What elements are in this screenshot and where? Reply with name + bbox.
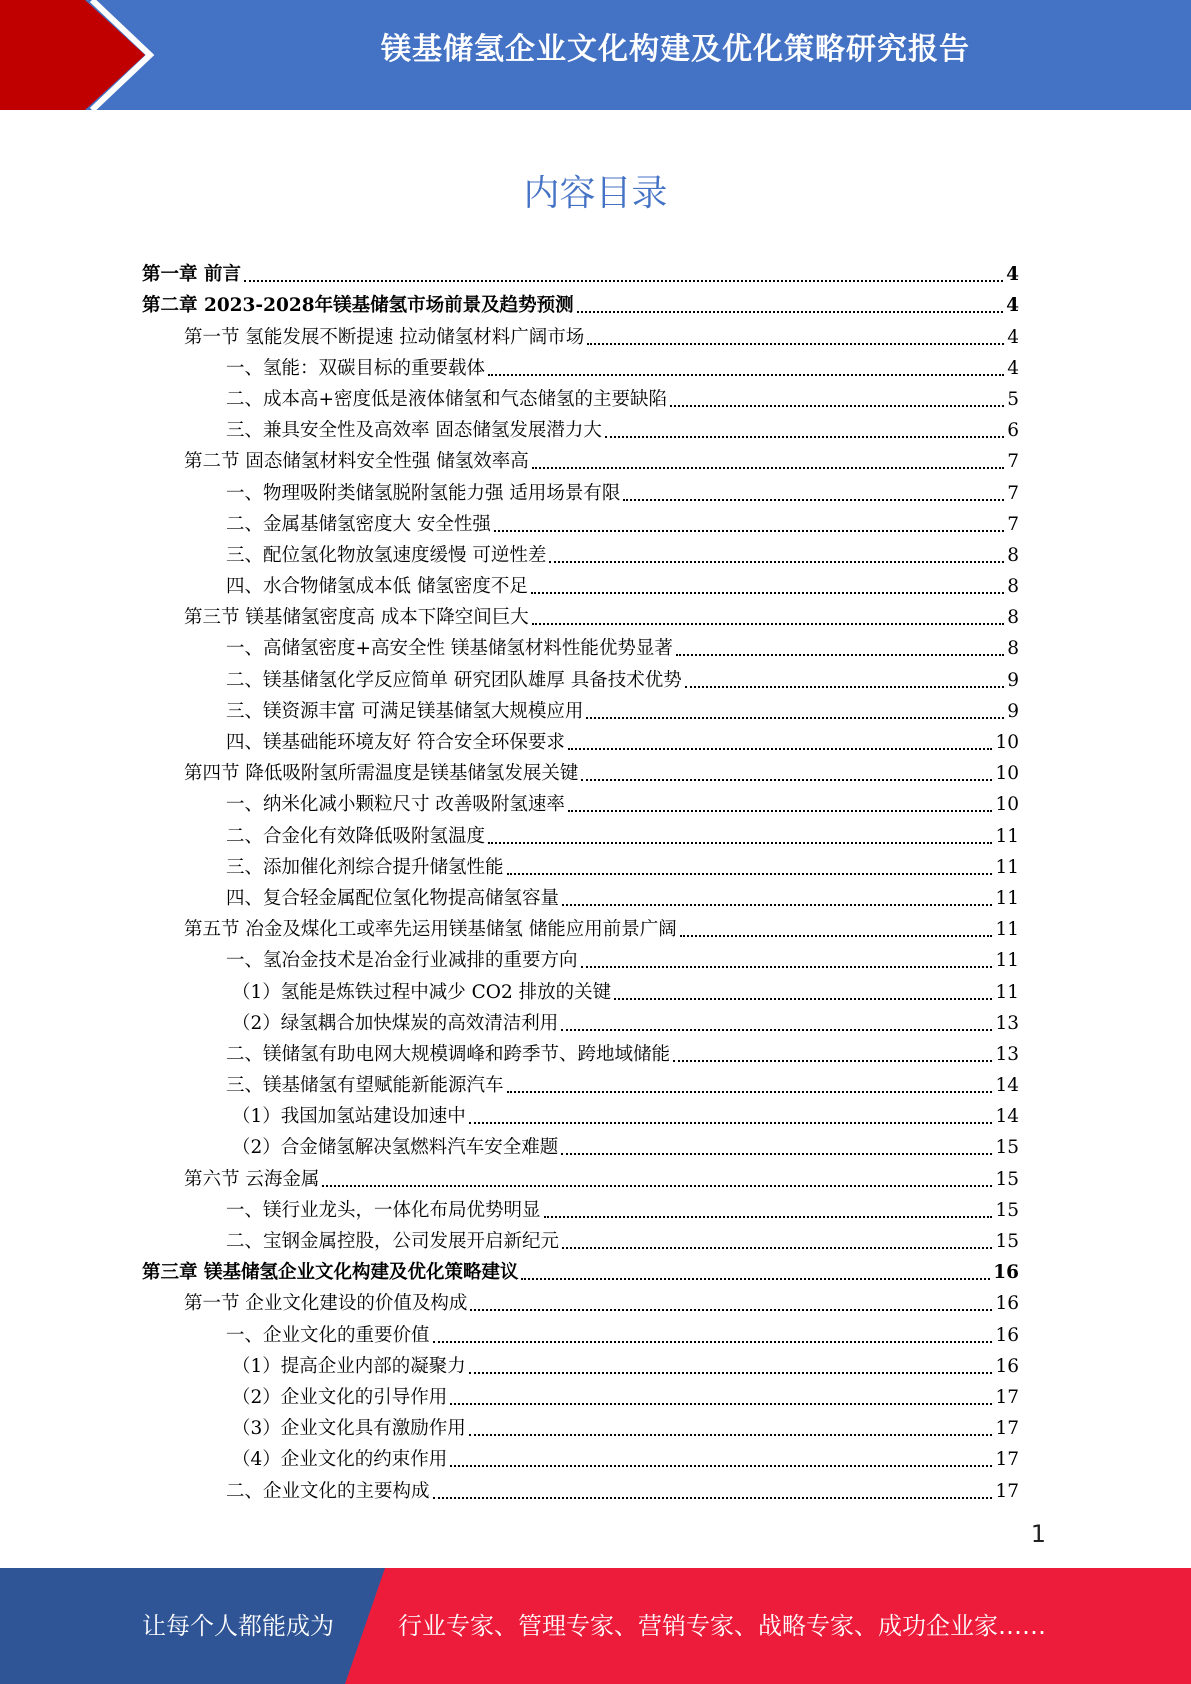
dot-leader [561,1153,992,1155]
toc-entry[interactable] [142,443,1019,474]
toc-entry[interactable] [142,817,1019,848]
toc-entry[interactable] [142,537,1019,568]
toc-entry[interactable] [142,1129,1019,1160]
toc-entry-page: 15 [995,1137,1019,1159]
dot-leader [605,436,1004,438]
toc-entry-title: （2）绿氢耦合加快煤炭的高效清洁利用 [232,1012,559,1034]
toc-entry-page: 17 [995,1480,1019,1502]
dot-leader [507,1091,993,1093]
toc-entry[interactable] [142,506,1019,537]
toc-entry[interactable] [142,350,1019,381]
toc-entry-page: 4 [1007,326,1019,348]
toc-entry-title: 二、企业文化的主要构成 [226,1480,430,1502]
toc-entry-page: 6 [1007,420,1019,442]
toc-entry[interactable] [142,942,1019,973]
toc-entry-page: 8 [1007,544,1019,566]
toc-entry-title: （1）我国加氢站建设加速中 [232,1106,466,1128]
toc-entry[interactable] [142,287,1019,318]
toc-entry-title: 二、镁基储氢化学反应简单 研究团队雄厚 具备技术优势 [226,669,682,691]
toc-heading: 内容目录 [523,173,668,214]
toc-entry-page: 16 [995,1293,1019,1315]
dot-leader [680,935,993,937]
dot-leader [581,779,992,781]
toc-entry[interactable] [142,630,1019,661]
toc-entry[interactable] [142,568,1019,599]
toc-entry-title: 四、镁基础能环境友好 符合安全环保要求 [226,732,565,753]
toc-entry[interactable] [142,599,1019,630]
toc-entry[interactable] [142,661,1019,692]
toc-entry-page: 17 [995,1418,1019,1440]
toc-entry-page: 11 [995,919,1019,941]
toc-entry-page: 14 [995,1075,1019,1097]
toc-entry-title: 第一节 氢能发展不断提速 拉动储氢材料广阔市场 [184,326,585,348]
toc-entry-title: 二、成本高+密度低是液体储氢和气态储氢的主要缺陷 [226,388,668,410]
dot-leader [322,1185,992,1187]
toc-entry-page: 16 [995,1324,1019,1346]
toc-entry[interactable] [142,412,1019,443]
toc-entry-title: 二、镁储氢有助电网大规模调峰和跨季节、跨地域储能 [226,1043,671,1065]
toc-entry-page: 4 [1006,295,1019,317]
dot-leader [433,1341,993,1343]
toc-entry-title: 一、企业文化的重要价值 [226,1324,430,1346]
dot-leader [507,873,993,875]
dot-leader [676,654,1004,656]
toc-entry-page: 5 [1007,388,1019,410]
toc-entry-title: （3）企业文化具有激励作用 [232,1418,466,1440]
toc-entry-page: 8 [1007,576,1019,598]
toc-entry[interactable] [142,381,1019,412]
toc-entry-title: 第一章 前言 [142,264,241,286]
dot-leader [469,1434,993,1436]
dot-leader [450,1403,992,1405]
dot-leader [470,1309,992,1311]
toc-entry[interactable] [142,1410,1019,1441]
table-of-contents [142,256,1019,1504]
toc-entry[interactable] [142,1192,1019,1223]
dot-leader [568,810,993,812]
toc-entry[interactable] [142,318,1019,349]
toc-entry-page: 10 [995,763,1019,785]
toc-entry-page: 11 [995,856,1019,878]
toc-entry[interactable] [142,849,1019,880]
dot-leader [544,1216,993,1218]
toc-entry[interactable] [142,755,1019,786]
toc-entry[interactable] [142,724,1019,755]
toc-entry[interactable] [142,911,1019,942]
page-header [0,0,1191,110]
page-footer [0,1568,1191,1684]
toc-entry-page: 16 [995,1355,1019,1377]
dot-leader [561,1029,992,1031]
toc-entry-title: 第一节 企业文化建设的价值及构成 [184,1293,468,1315]
toc-entry[interactable] [142,786,1019,817]
toc-entry-title: （4）企业文化的约束作用 [232,1449,448,1471]
toc-entry-page: 9 [1007,700,1019,722]
dot-leader [450,1465,992,1467]
toc-entry-page: 14 [995,1106,1019,1128]
dot-leader [521,1278,990,1280]
toc-entry-title: 第四节 降低吸附氢所需温度是镁基储氢发展关键 [184,763,579,785]
dot-leader [532,623,1004,625]
toc-entry-page: 13 [995,1012,1019,1034]
dot-leader [685,686,1004,688]
dot-leader [568,748,993,750]
toc-entry[interactable] [142,1472,1019,1503]
dot-leader [587,343,1004,345]
toc-entry[interactable] [142,1067,1019,1098]
dot-leader [586,717,1004,719]
dot-leader [673,1060,992,1062]
toc-entry[interactable] [142,1098,1019,1129]
footer-slogan-right: 行业专家、管理专家、营销专家、战略专家、成功企业家…… [398,1612,1046,1640]
toc-entry-title: 第五节 冶金及煤化工或率先运用镁基储氢 储能应用前景广阔 [184,919,677,941]
toc-entry-page: 4 [1006,264,1019,286]
report-title: 镁基储氢企业文化构建及优化策略研究报告 [381,32,970,67]
dot-leader [670,405,1004,407]
toc-entry-page: 7 [1007,482,1019,504]
toc-entry-title: 四、水合物储氢成本低 储氢密度不足 [226,576,528,598]
toc-entry-title: 三、添加催化剂综合提升储氢性能 [226,856,504,878]
dot-leader [488,374,1004,376]
dot-leader [433,1497,993,1499]
toc-entry-title: 一、镁行业龙头，一体化布局优势明显 [226,1199,541,1221]
dot-leader [623,499,1004,501]
toc-entry-page: 7 [1007,451,1019,473]
toc-entry-page: 7 [1007,513,1019,535]
toc-entry-page: 11 [995,950,1019,972]
toc-entry[interactable] [142,1036,1019,1067]
toc-entry-title: 第二章 2023-2028年镁基储氢市场前景及趋势预测 [142,295,574,317]
toc-entry-title: （1）氢能是炼铁过程中减少 CO2 排放的关键 [232,981,612,1003]
dot-leader [614,998,992,1000]
toc-entry-title: 三、镁资源丰富 可满足镁基储氢大规模应用 [226,700,584,722]
toc-entry-page: 17 [995,1386,1019,1408]
dot-leader [531,592,1004,594]
toc-entry-page: 11 [995,981,1019,1003]
page-number: 1 [1030,1520,1046,1548]
toc-entry-title: 第二节 固态储氢材料安全性强 储氢效率高 [184,451,529,473]
footer-slogan-left: 让每个人都能成为 [142,1612,334,1640]
toc-entry-title: 一、高储氢密度+高安全性 镁基储氢材料性能优势显著 [226,638,673,660]
toc-entry[interactable] [142,973,1019,1004]
toc-entry-page: 16 [993,1262,1019,1284]
dot-leader [549,561,1004,563]
toc-entry[interactable] [142,880,1019,911]
toc-entry-title: 三、镁基储氢有望赋能新能源汽车 [226,1075,504,1097]
dot-leader [562,904,992,906]
toc-entry-page: 9 [1007,669,1019,691]
toc-entry-title: 第六节 云海金属 [184,1168,320,1190]
toc-entry-page: 4 [1007,357,1019,379]
toc-entry-page: 8 [1007,607,1019,629]
toc-entry-page: 13 [995,1043,1019,1065]
toc-entry[interactable] [142,474,1019,505]
toc-entry[interactable] [142,1285,1019,1316]
toc-entry-title: 一、物理吸附类储氢脱附氢能力强 适用场景有限 [226,482,621,504]
toc-entry-title: 四、复合轻金属配位氢化物提高储氢容量 [226,887,560,909]
dot-leader [469,1372,993,1374]
dot-leader [577,311,1004,313]
toc-entry-title: 二、合金化有效降低吸附氢温度 [226,825,486,847]
toc-entry-title: 一、纳米化减小颗粒尺寸 改善吸附氢速率 [226,794,565,816]
toc-entry-page: 10 [995,732,1019,753]
toc-entry[interactable] [142,1348,1019,1379]
toc-entry-title: 二、宝钢金属控股，公司发展开启新纪元 [226,1231,560,1252]
toc-entry-title: 三、配位氢化物放氢速度缓慢 可逆性差 [226,544,547,566]
toc-entry-title: 一、氢能：双碳目标的重要载体 [226,357,486,379]
dot-leader [244,280,1003,282]
toc-entry-page: 15 [995,1231,1019,1252]
toc-entry-page: 15 [995,1168,1019,1190]
toc-entry-page: 8 [1007,638,1019,660]
toc-entry-page: 15 [995,1199,1019,1221]
toc-entry[interactable] [142,1441,1019,1472]
toc-entry-title: 一、氢冶金技术是冶金行业减排的重要方向 [226,950,578,972]
toc-entry[interactable] [142,1223,1019,1254]
toc-entry-title: 二、金属基储氢密度大 安全性强 [226,513,491,535]
toc-entry-page: 11 [995,825,1019,847]
toc-entry-title: （2）企业文化的引导作用 [232,1386,448,1408]
toc-entry-title: 三、兼具安全性及高效率 固态储氢发展潜力大 [226,420,602,442]
toc-entry[interactable] [142,1005,1019,1036]
toc-entry-title: 第三章 镁基储氢企业文化构建及优化策略建议 [142,1262,519,1284]
dot-leader [469,1122,993,1124]
dot-leader [488,842,992,844]
dot-leader [562,1247,992,1249]
toc-entry[interactable] [142,1316,1019,1347]
toc-entry-title: 第三节 镁基储氢密度高 成本下降空间巨大 [184,607,529,629]
toc-entry-page: 10 [995,794,1019,816]
dot-leader [494,530,1004,532]
toc-entry[interactable] [142,693,1019,724]
toc-entry-page: 17 [995,1449,1019,1471]
toc-entry[interactable] [142,1379,1019,1410]
dot-leader [581,966,993,968]
toc-entry-title: （2）合金储氢解决氢燃料汽车安全难题 [232,1137,559,1159]
toc-entry-title: （1）提高企业内部的凝聚力 [232,1355,466,1377]
toc-entry[interactable] [142,1160,1019,1191]
toc-entry[interactable] [142,256,1019,287]
toc-entry-page: 11 [995,887,1019,909]
dot-leader [532,467,1004,469]
toc-entry[interactable] [142,1254,1019,1285]
